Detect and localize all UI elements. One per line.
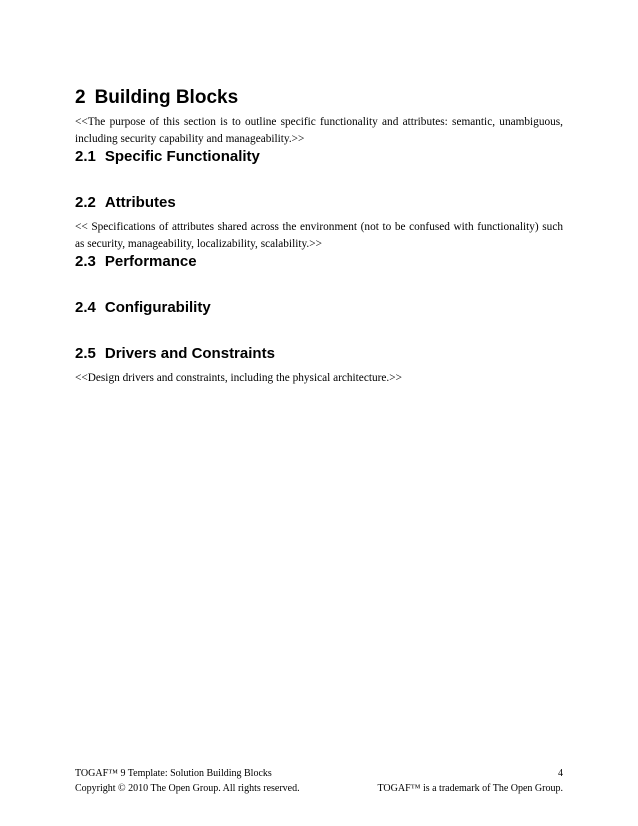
footer-page-number: 4: [558, 768, 563, 779]
chapter-number: 2: [75, 87, 86, 108]
section-number: 2.3: [75, 253, 96, 270]
footer-trademark: TOGAF™ is a trademark of The Open Group.: [377, 783, 563, 794]
section-number: 2.5: [75, 345, 96, 362]
footer-row-top: [75, 766, 563, 781]
footer-row-bottom: [75, 781, 563, 796]
section-number: 2.1: [75, 148, 96, 165]
section-number: 2.2: [75, 194, 96, 211]
chapter-heading: [75, 86, 563, 110]
chapter-title: Building Blocks: [94, 87, 239, 108]
section-title: Drivers and Constraints: [104, 345, 275, 362]
section-title: Attributes: [104, 194, 176, 211]
section-number: 2.4: [75, 299, 96, 316]
section-title: Configurability: [104, 299, 211, 316]
section-body-drivers-and-constraints: <<Design drivers and constraints, including the physical architecture.>>: [75, 372, 402, 384]
page-content: [75, 86, 563, 387]
section-title: Specific Functionality: [104, 148, 260, 165]
chapter-intro: <<The purpose of this section is to outline specific functionality and attributes: semantic, unambiguous, including security capability and manageability.>>: [75, 116, 563, 145]
page-footer: [75, 766, 563, 796]
section-body-attributes: << Specifications of attributes shared across the environment (not to be confused with functionality) such as security, manageability, localizability, scalability.>>: [75, 221, 563, 250]
section-heading-performance: [75, 252, 563, 272]
footer-doc-title: TOGAF™ 9 Template: Solution Building Blocks: [75, 768, 272, 779]
section-title: Performance: [104, 253, 197, 270]
section-heading-configurability: [75, 298, 563, 318]
section-heading-attributes: [75, 193, 563, 213]
section-heading-specific-functionality: [75, 147, 563, 167]
footer-copyright: Copyright © 2010 The Open Group. All rights reserved.: [75, 783, 300, 794]
section-heading-drivers-and-constraints: [75, 344, 563, 364]
